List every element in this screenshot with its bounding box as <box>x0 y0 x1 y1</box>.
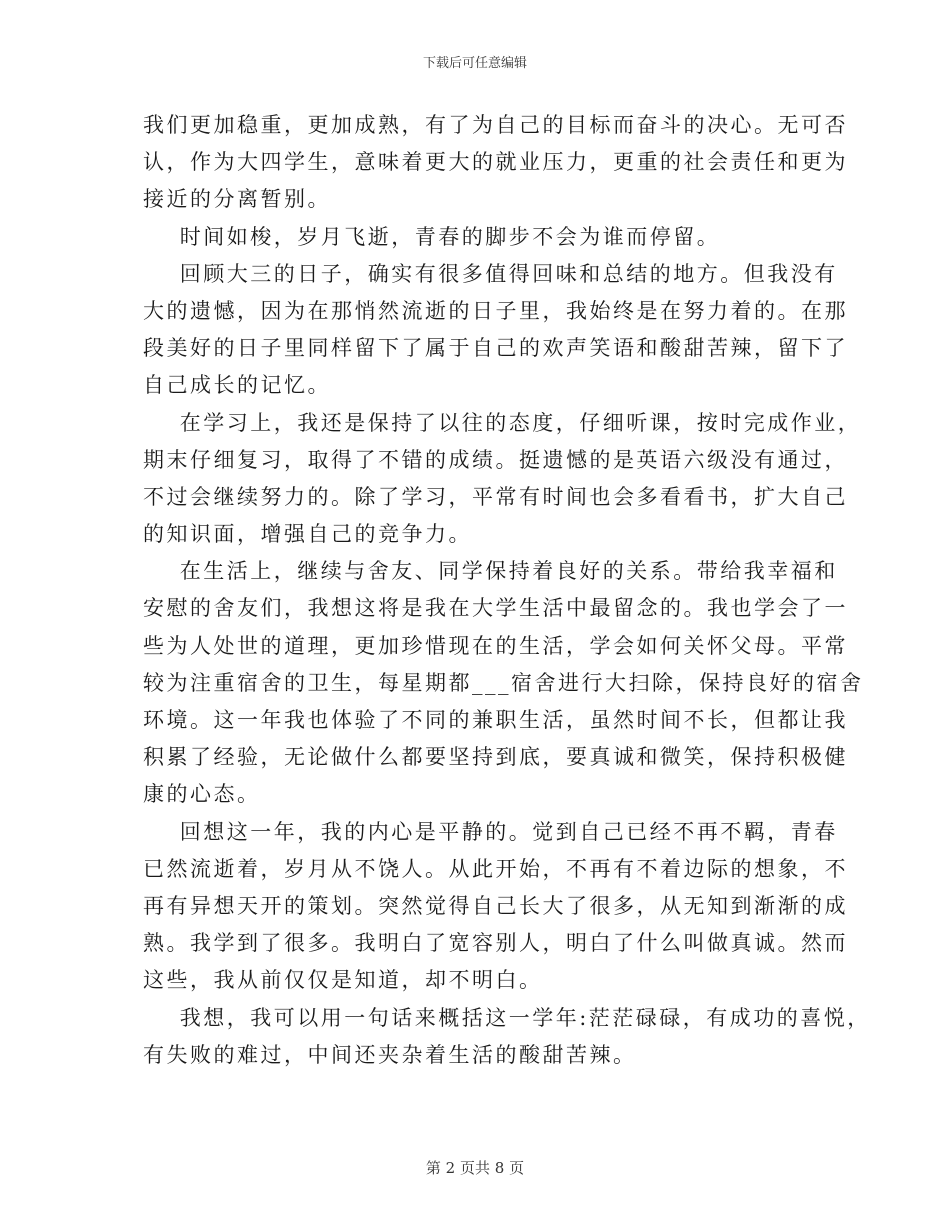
text-line: 期末仔细复习，取得了不错的成绩。挺遗憾的是英语六级没有通过， <box>143 447 848 472</box>
text-line: 不过会继续努力的。除了学习，平常有时间也会多看看书，扩大自己 <box>143 484 848 509</box>
text-line: 回想这一年，我的内心是平静的。觉到自己已经不再不羁，青春 <box>143 819 838 844</box>
page-header: 下载后可任意编辑 <box>422 56 527 71</box>
text-line: 认，作为大四学生，意味着更大的就业压力，更重的社会责任和更为 <box>143 150 848 175</box>
text-line: 已然流逝着，岁月从不饶人。从此开始，不再有不着边际的想象，不 <box>143 856 848 881</box>
text-line: 熟。我学到了很多。我明白了宽容别人，明白了什么叫做真诚。然而 <box>143 931 848 956</box>
text-line: 我想，我可以用一句话来概括这一学年:茫茫碌碌，有成功的喜悦， <box>143 1005 871 1030</box>
text-line: 积累了经验，无论做什么都要坚持到底，要真诚和微笑，保持积极健 <box>143 745 848 770</box>
text-line: 自己成长的记忆。 <box>143 373 331 398</box>
text-line: 我们更加稳重，更加成熟，有了为自己的目标而奋斗的决心。无可否 <box>143 113 848 137</box>
text-line: 回顾大三的日子，确实有很多值得回味和总结的地方。但我没有 <box>143 261 838 286</box>
text-line: 在生活上，继续与舍友、同学保持着良好的关系。带给我幸福和 <box>143 559 838 584</box>
text-line: 的知识面，增强自己的竞争力。 <box>143 522 472 547</box>
page-number: 第 2 页共 8 页 <box>425 1159 525 1177</box>
text-line: 环境。这一年我也体验了不同的兼职生活，虽然时间不长，但都让我 <box>143 708 848 732</box>
text-line: 接近的分离暂别。 <box>143 187 331 212</box>
text-line: 安慰的舍友们，我想这将是我在大学生活中最留念的。我也学会了一 <box>143 596 848 621</box>
text-line: 在学习上，我还是保持了以往的态度，仔细听课，按时完成作业， <box>143 410 862 435</box>
text-line: 些为人处世的道理，更加珍惜现在的生活，学会如何关怀父母。平常 <box>143 633 848 658</box>
text-line: 时间如梭，岁月飞逝，青春的脚步不会为谁而停留。 <box>143 224 721 249</box>
text-line: 较为注重宿舍的卫生，每星期都___宿舍进行大扫除，保持良好的宿舍 <box>143 670 864 695</box>
text-line: 段美好的日子里同样留下了属于自己的欢声笑语和酸甜苦辣，留下了 <box>143 336 848 361</box>
text-line: 有失败的难过，中间还夹杂着生活的酸甜苦辣。 <box>143 1042 637 1067</box>
text-line: 康的心态。 <box>143 782 261 807</box>
text-line: 这些，我从前仅仅是知道，却不明白。 <box>143 968 543 993</box>
text-line: 再有异想天开的策划。突然觉得自己长大了很多，从无知到渐渐的成 <box>143 893 848 918</box>
text-line: 大的遗憾，因为在那悄然流逝的日子里，我始终是在努力着的。在那 <box>143 298 848 323</box>
document-body <box>143 107 871 1074</box>
